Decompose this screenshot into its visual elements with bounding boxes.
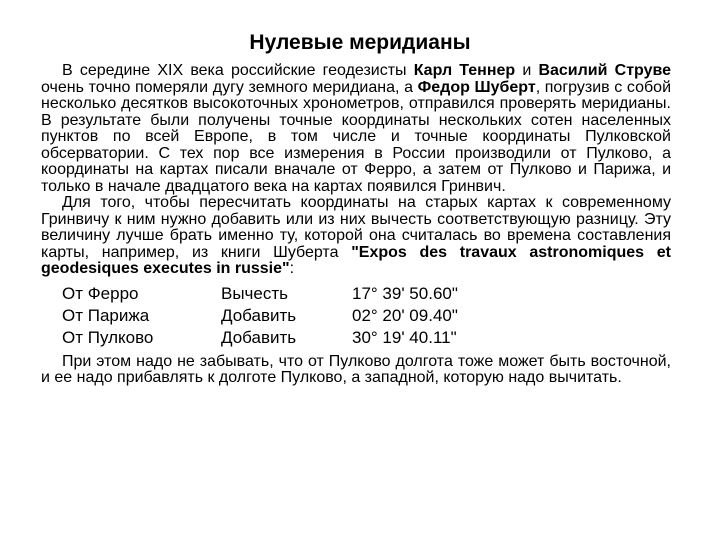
text-run: :	[289, 260, 295, 277]
row-value: 30° 19' 40.11"	[352, 328, 457, 348]
name-struve: Василий Струве	[538, 62, 672, 79]
text-run: , погрузив с собой несколько десятков высокоточных хронометров, отправился проверять меридианы. В результате были получены точные координаты нескольких сотен населенных пунктов по всей Европе, в том числе и точные координаты Пулковской обсерватории. С тех пор все измерения в России производили от Пулково, а координаты на картах писали вначале от Ферро, а затем от Пулково и Парижа, и только в начале двадцатого века на картах появился Гринвич.	[41, 78, 672, 195]
row-from: От Парижа	[62, 306, 150, 326]
paragraph-conversion	[41, 195, 671, 278]
text-run: очень точно померяли дугу земного меридиана, а	[41, 78, 418, 96]
book-title: "Expos des travaux astronomiques et geodesiques executes in russie"	[41, 243, 671, 277]
paragraph-history	[41, 63, 671, 195]
row-from: От Ферро	[62, 284, 139, 304]
row-operation: Добавить	[221, 306, 297, 326]
name-schubert: Федор Шуберт	[417, 78, 536, 96]
paragraph-note: При этом надо не забывать, что от Пулково долгота тоже может быть восточной, и ее надо прибавлять к долготе Пулково, а западной, которую надо вычитать.	[41, 352, 671, 386]
page-title: Нулевые меридианы	[249, 31, 471, 54]
row-operation: Добавить	[221, 328, 297, 348]
text-run: Для того, чтобы пересчитать координаты на старых картах к современному Гринвичу к ним нужно добавить или из них вычесть соответствующую разницу. Эту величину лучше брать именно ту, которой она считалась во времена составления карты, например, из книги Шуберта	[41, 194, 671, 261]
row-value: 17° 39' 50.60"	[352, 284, 458, 304]
body-text	[41, 63, 671, 387]
text-run: В середине XIX века российские геодезисты	[62, 62, 414, 79]
name-tenner: Карл Теннер	[413, 62, 516, 79]
table-row	[41, 284, 671, 306]
row-from: От Пулково	[62, 328, 154, 348]
row-operation: Вычесть	[221, 284, 289, 304]
text-run: и	[515, 62, 539, 79]
table-row	[41, 306, 671, 328]
table-row	[41, 328, 671, 350]
row-value: 02° 20' 09.40"	[352, 306, 458, 326]
meridian-table	[41, 284, 671, 350]
